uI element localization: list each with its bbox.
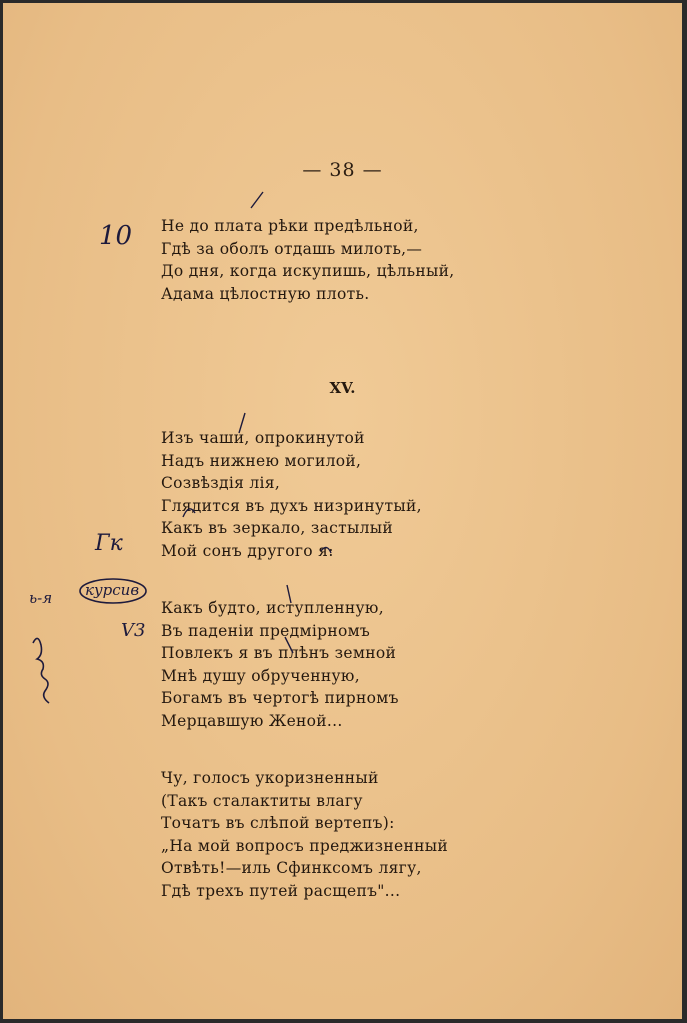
verse-line: Въ паденіи предмірномъ [161,621,371,640]
verse-line: Гдѣ за оболъ отдашь милоть,— [161,239,423,258]
verse-line: (Такъ сталактиты влагу [161,791,363,810]
verse-line: До дня, когда искупишь, цѣльный, [161,262,455,281]
caret-mark [321,547,331,553]
kursiv-oval-mark [80,579,146,603]
verse-line: Мнѣ душу обрученную, [161,666,360,685]
handwritten-b-ya: ь-я [29,589,53,607]
verse-line: Надъ нижнею могилой, [161,451,362,470]
handwritten-v3: V3 [121,620,146,641]
caret-mark [183,509,195,517]
verse-line: „На мой вопросъ преджизненный [161,836,449,855]
verse-line: Адама цѣлостную плоть. [161,284,370,303]
slash-mark [239,413,245,433]
document-page [3,3,682,1019]
handwritten-number: 10 [99,221,133,251]
verse-line: Созвѣздія лія, [161,474,281,493]
verse-line: Глядится въ духъ низринутый, [161,496,422,515]
verse-line: Мерцавшую Женой... [161,711,343,730]
verse-line: Изъ чаши, опрокинутой [161,429,365,447]
squiggle-mark [33,638,49,703]
verse-line: Гдѣ трехъ путей расщепъ"... [161,881,401,900]
verse-line: Не до плата рѣки предѣльной, [161,217,419,235]
verse-line: Какъ будто, иступленную, [161,599,384,617]
verse-line: Мой сонъ другого я: [161,541,334,560]
slash-mark [285,637,293,653]
handwritten-kursiv: курсив [85,581,140,599]
section-title: XV. [329,379,356,397]
verse-line: Богамъ въ чертогѣ пирномъ [161,689,399,708]
slash-mark [287,585,291,603]
verse-line: Отвѣть!—иль Сфинксомъ лягу, [161,859,422,878]
verse-line: Повлекъ я въ плѣнъ земной [161,644,397,663]
pen-marks [3,3,682,1019]
page-number: — 38 — [302,159,383,181]
verse-line: Точатъ въ слѣпой вертепъ): [161,814,395,833]
verse-line: Какъ въ зеркало, застылый [161,519,394,538]
slash-mark [251,192,263,208]
handwritten-gk: Гк [95,531,123,556]
verse-line: Чу, голосъ укоризненный [161,769,379,787]
